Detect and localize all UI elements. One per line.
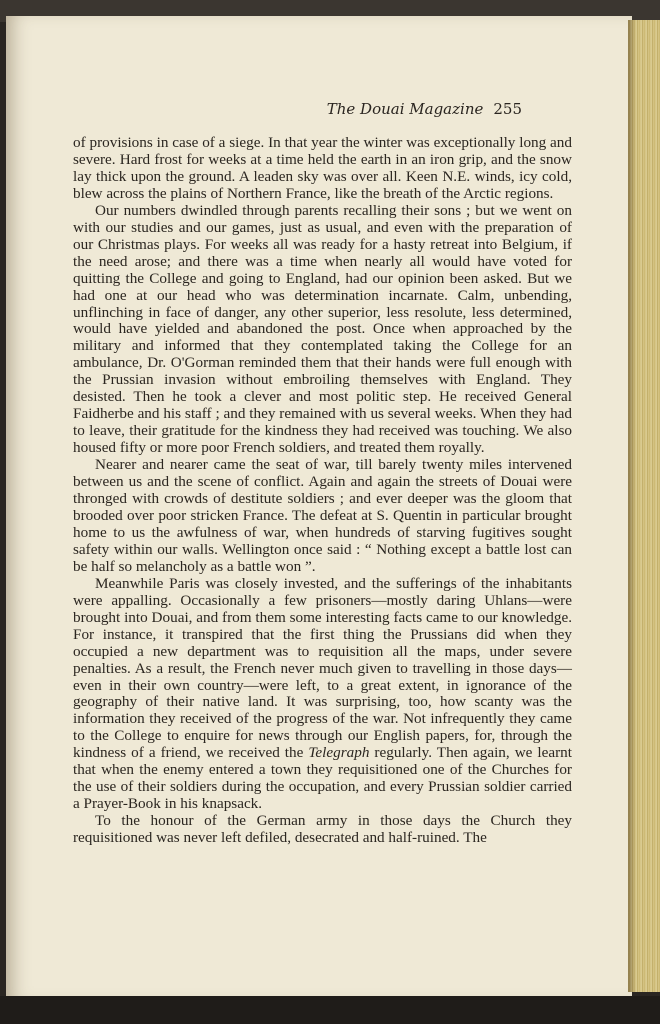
page-edge-shadow (628, 20, 636, 992)
text-segment: Meanwhile Paris was closely invested, and the sufferings of the inhabitants were appalling. Occasionally a few prisoners—mostly daring Uhlans—were brought into Douai, and from them some interesting facts came to our knowledge. For instance, it transpired that the first thing the Prussians did when they occupied a new department was to requisition all the maps, under severe penalties. As a result, the French never much given to travelling in those days—even in their own country—were left, to a great extent, in ignorance of the geography of their native land. It was surprising, too, how scanty was the information they received of the progress of the war. Not infrequently they came to the College to enquire for news through our English papers, for, through the kindness of a friend, we received the (73, 574, 572, 762)
body-text (73, 135, 572, 847)
paragraph (73, 203, 572, 457)
running-head (327, 100, 522, 118)
text-segment: To the honour of the German army in those days the Church they requisitioned was never left defiled, desecrated and half-ruined. The (73, 812, 572, 847)
text-segment: Nearer and nearer came the seat of war, till barely twenty miles intervened between us and the scene of conflict. Again and again the streets of Douai were thronged with crowds of destitute soldiers ; and ever deeper was the gloom that brooded over poor stricken France. The defeat at S. Quentin in particular brought home to us the awfulness of war, when hundreds of starving fugitives sought safety within our walls. Wellington once said : “ Nothing except a battle lost can be half so melancholy as a battle won ”. (73, 456, 572, 575)
text-segment: of provisions in case of a siege. In that year the winter was exceptionally long and severe. Hard frost for weeks at a time held the earth in an iron grip, and the snow lay thick upon the ground. A leaden sky was over all. Keen N.E. winds, icy cold, blew across the plains of Northern France, like the breath of the Arctic regions. (73, 134, 572, 202)
paragraph (73, 457, 572, 576)
book-page (6, 16, 632, 1000)
magazine-title: The Douai Magazine (326, 100, 484, 118)
paragraph (73, 576, 572, 813)
scanner-background-bottom (0, 996, 660, 1024)
italic-text: Telegraph (308, 744, 370, 762)
paragraph (73, 813, 572, 847)
page-number: 255 (493, 100, 522, 118)
text-segment: Our numbers dwindled through parents recalling their sons ; but we went on with our studies and our games, just as usual, and even with the preparation of our Christmas plays. For weeks all was ready for a hasty retreat into Belgium, if the need arose; and there was a time when nearly all would have voted for quitting the College and going to England, had our opinion been asked. But we had one at our head who was determination incarnate. Calm, unbending, unflinching in face of danger, any other superior, less resolute, less determined, would have yielded and abandoned the post. Once when approached by the military and informed that they contemplated taking the College for an ambulance, Dr. O'Gorman reminded them that their hands were full enough with the Prussian invasion without embroiling themselves with England. They desisted. Then he took a clever and most politic step. He received General Faidherbe and his staff ; and they remained with us several weeks. When they had to leave, their gratitude for the kindness they had received was touching. We also housed fifty or more poor French soldiers, and treated them royally. (73, 201, 572, 457)
text-segment: regularly. Then again, we learnt that when the enemy entered a town they requisitioned one of the Churches for the use of their soldiers during the occupation, and every Prussian soldier carried a Prayer-Book in his knapsack. (73, 744, 572, 813)
paragraph (73, 135, 572, 203)
